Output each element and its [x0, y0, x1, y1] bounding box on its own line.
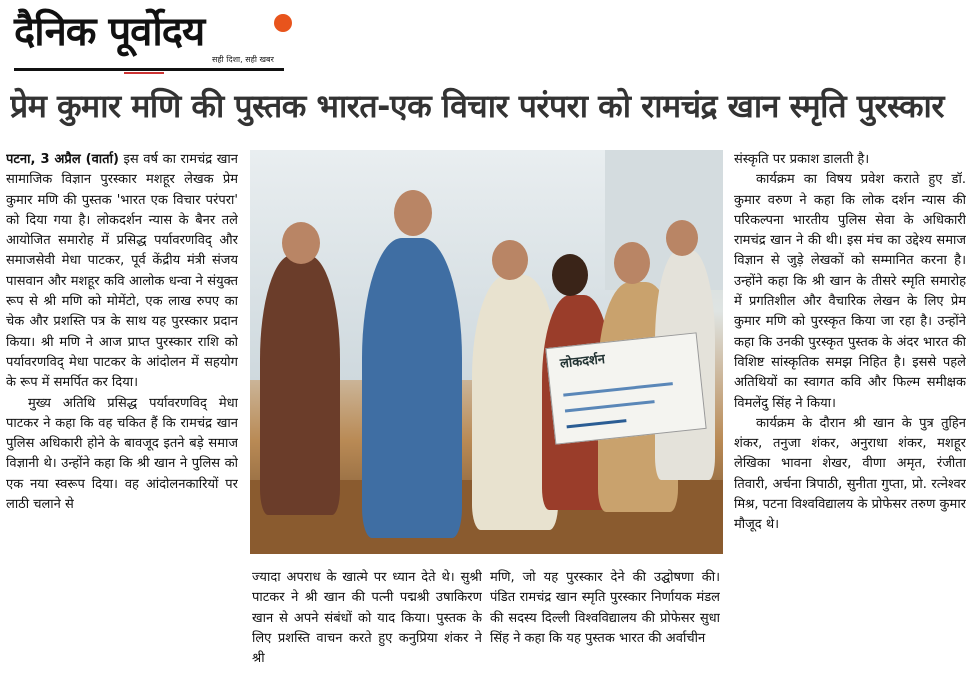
masthead — [14, 4, 304, 74]
article-paragraph: संस्कृति पर प्रकाश डालती है। — [734, 152, 870, 167]
article-column-2 — [252, 568, 482, 688]
article-column-3 — [490, 568, 720, 688]
news-photo — [250, 150, 723, 554]
headline: प्रेम कुमार मणि की पुस्तक भारत-एक विचार परंपरा को रामचंद्र खान स्मृति पुरस्कार — [10, 87, 944, 125]
article-paragraph: मणि, जो यह पुरस्कार देने की उद्घोषणा की। पंडित रामचंद्र खान स्मृति पुरस्कार निर्णायक मंडल की सदस्य दिल्ली विश्वविद्यालय की प्रोफेसर सुधा सिंह ने कहा कि यह पुस्तक भारत की अर्वाचीन — [490, 570, 720, 646]
photo-person-head — [492, 240, 528, 280]
photo-person-head — [666, 220, 698, 256]
photo-person-head — [394, 190, 432, 236]
cheque-line — [563, 382, 673, 396]
article-paragraph: मुख्य अतिथि प्रसिद्ध पर्यावरणविद् मेधा पाटकर ने कहा कि वह चकित हैं कि रामचंद्र खान पुलिस अधिकारी होने के बावजूद इतने बड़े समाज विज्ञानी थे। उन्होंने कहा कि श्री खान ने पुलिस को एक नया स्वरूप दिया। वह आंदोलनकारियों पर लाठी चलाने से — [6, 395, 238, 513]
dateline: पटना, 3 अप्रैल (वार्ता) — [6, 152, 119, 167]
article-column-1 — [6, 150, 238, 686]
cheque-line — [565, 400, 655, 412]
photo-person-head — [552, 254, 588, 296]
article-lead-text: इस वर्ष का रामचंद्र खान सामाजिक विज्ञान पुरस्कार मशहूर लेखक प्रेम कुमार मणि की पुस्तक 'भारत एक विचार परंपरा' को दिया गया है। लोकदर्शन न्यास के बैनर तले आयोजित समारोह में प्रसिद्ध पर्यावरणविद् और समाजसेवी मेधा पाटकर, पूर्व केंद्रीय मंत्री संजय पासवान और मशहूर कवि आलोक धन्वा ने संयुक्त रूप से श्री मणि को मोमेंटो, एक लाख रुपए का चेक और प्रशस्ति पत्र के साथ यह पुरस्कार प्रदान किया। श्री मणि ने आज प्राप्त पुरस्कार राशि को पर्यावरणविद् मेधा पाटकर के आंदोलन में सहयोग के रूप में समर्पित कर दिया। — [6, 152, 238, 391]
photo-person-head — [282, 222, 320, 264]
photo-person — [362, 238, 462, 538]
masthead-accent-rule — [124, 72, 164, 74]
article-column-4 — [734, 150, 966, 686]
photo-person-head — [614, 242, 650, 284]
article-paragraph: कार्यक्रम के दौरान श्री खान के पुत्र तुहिन शंकर, तनुजा शंकर, अनुराधा शंकर, मशहूर लेखिका भावना शेखर, वीणा अमृत, रंजीता तिवारी, अर्चना त्रिपाठी, सुनीता गुप्ता, प्रो. रत्नेश्वर मिश्र, पटना विश्वविद्यालय के प्रोफेसर तरुण कुमार मौजूद थे। — [734, 415, 966, 533]
article-paragraph: कार्यक्रम का विषय प्रवेश कराते हुए डॉ. कुमार वरुण ने कहा कि लोक दर्शन न्यास की परिकल्पना भारतीय पुलिस सेवा के अधिकारी रामचंद्र खान ने की थी। इस मंच का उद्देश्य समाज विज्ञान से जुड़े लेखकों को सम्मानित करना है। उन्होंने कहा कि श्री खान के तीसरे स्मृति समारोह में प्रगतिशील और वैचारिक लेखन के लिए प्रेम कुमार मणि को पुरस्कृत किया जा रहा है। उन्होंने कहा कि उनकी पुरस्कृत पुस्तक के अंदर भारत की विशिष्ट सांस्कृतिक समझ निहित है। इससे पहले अतिथियों का स्वागत कवि और फिल्म समीक्षक विमलेंदु सिंह ने किया। — [734, 172, 966, 411]
article-paragraph — [6, 150, 238, 394]
cheque-line — [567, 419, 627, 428]
article-paragraph: ज्यादा अपराध के खात्मे पर ध्यान देते थे। सुश्री पाटकर ने श्री खान की पत्नी पद्मश्री उषाकिरण खान से अपने संबंधों को याद किया। पुस्तक के लिए प्रशस्ति वाचन करते हुए कनुप्रिया शंकर ने श्री — [252, 570, 482, 667]
photo-person — [260, 255, 340, 515]
masthead-title: दैनिक पूर्वोदय — [14, 8, 205, 55]
cheque-title: लोकदर्शन — [559, 352, 606, 372]
masthead-logo-dot — [274, 14, 292, 32]
masthead-rule — [14, 68, 284, 71]
masthead-tagline: सही दिशा, सही खबर — [212, 55, 274, 64]
photo-cheque — [545, 332, 706, 444]
